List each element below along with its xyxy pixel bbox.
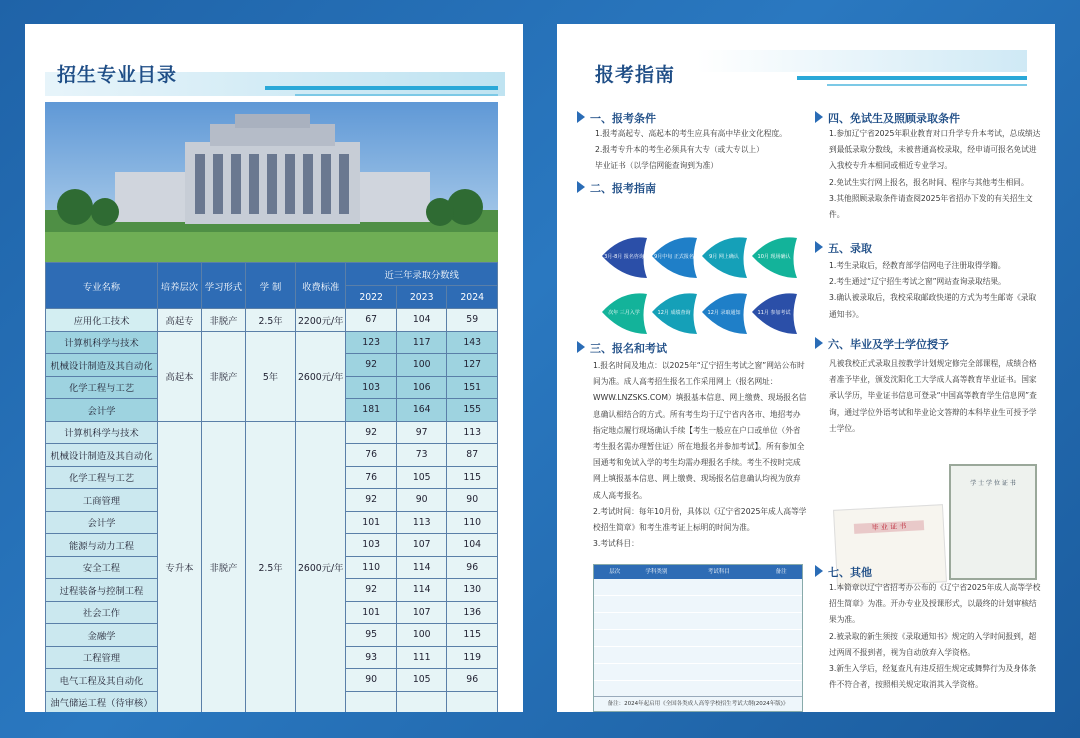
major-cell: 安全工程 — [46, 556, 158, 579]
flow-step-label: 11月 参加考试 — [757, 310, 791, 316]
score-cell: 92 — [346, 421, 397, 444]
score-cell: 143 — [447, 331, 498, 354]
score-cell: 92 — [346, 354, 397, 377]
level-cell: 专升本 — [158, 421, 202, 712]
flow-step — [702, 237, 747, 278]
flow-step-label: 9月中旬 正式报名 — [654, 254, 694, 260]
year-2024: 2024 — [447, 286, 498, 309]
major-cell: 会计学 — [46, 511, 158, 534]
score-cell: 130 — [447, 579, 498, 602]
score-cell: 107 — [396, 534, 447, 557]
admission-table — [45, 262, 498, 712]
score-cell: 114 — [396, 556, 447, 579]
section-3-text: 1.报名时间及地点：以2025年“辽宁招生考试之窗”网站公布时间为准。成人高考招生报名工作采用网上（报名网址：WWW.LNZSKS.COM）填报基本信息、网上缴费、现场报名信息确认相结合的方式。所有考生均于辽宁省内各市、地招考办指定地点履行现场确认手续【考生一般应在户口或单位（外省考生报名需办理暂住证）所在地报名并参加考试】。所有参加全国通考和免试入学的考生均需办理报名手续。考生不按时完成网上填报基本信息、网上缴费、现场报名信息确认均视为放弃成人高考报名。 2.考试时间：每年10月份，具体以《辽宁省2025年成人高等学校招生简章》和考生准考证上标明的时间为准。 3.考试科目： — [593, 361, 807, 549]
flow-step — [702, 293, 747, 334]
fee-cell: 2200元/年 — [296, 309, 346, 332]
score-cell: 105 — [396, 466, 447, 489]
exam-subject-table — [593, 564, 803, 712]
score-cell: 115 — [447, 466, 498, 489]
triangle-icon — [815, 111, 823, 123]
score-cell: 107 — [396, 601, 447, 624]
score-cell: 101 — [346, 601, 397, 624]
flow-step — [602, 293, 647, 334]
mode-cell: 非脱产 — [202, 421, 246, 712]
score-cell: 106 — [396, 376, 447, 399]
score-cell: 100 — [396, 624, 447, 647]
col-mode: 学习形式 — [202, 263, 246, 309]
mode-cell: 非脱产 — [202, 309, 246, 332]
right-page — [557, 24, 1055, 712]
score-cell: 127 — [447, 354, 498, 377]
major-cell: 计算机科学与技术 — [46, 331, 158, 354]
score-cell: 110 — [346, 556, 397, 579]
score-cell: 87 — [447, 444, 498, 467]
left-page — [25, 24, 523, 712]
major-cell: 油气储运工程（待审核） — [46, 691, 158, 712]
flow-step-label: 10月 现场确认 — [757, 254, 791, 260]
section-3-title: 三、报名和考试 — [577, 340, 667, 356]
triangle-icon — [815, 241, 823, 253]
mode-cell: 非脱产 — [202, 331, 246, 421]
major-cell: 化学工程与工艺 — [46, 466, 158, 489]
score-cell: 101 — [346, 511, 397, 534]
col-fee: 收费标准 — [296, 263, 346, 309]
degree-certificate-image: 学 士 学 位 证 书 — [949, 464, 1037, 580]
score-cell: 100 — [396, 354, 447, 377]
triangle-icon — [577, 181, 585, 193]
flow-step — [752, 293, 797, 334]
exam-col-subjects: 考试科目 — [707, 569, 730, 575]
duration-cell: 5年 — [246, 331, 296, 421]
exam-col-level: 层次 — [609, 569, 621, 575]
score-cell: 104 — [396, 309, 447, 332]
score-cell: 92 — [346, 579, 397, 602]
score-cell: 90 — [396, 489, 447, 512]
col-duration: 学 制 — [246, 263, 296, 309]
page-title: 招生专业目录 — [57, 64, 178, 86]
flow-step — [752, 237, 797, 278]
major-cell: 社会工作 — [46, 601, 158, 624]
triangle-icon — [577, 111, 585, 123]
major-cell: 机械设计制造及其自动化 — [46, 444, 158, 467]
flow-step — [652, 237, 697, 278]
flow-step — [652, 293, 697, 334]
score-cell: 115 — [447, 624, 498, 647]
score-cell — [447, 691, 498, 712]
score-cell: 92 — [346, 489, 397, 512]
col-scores: 近三年录取分数线 — [346, 263, 498, 286]
score-cell: 155 — [447, 399, 498, 422]
score-cell: 76 — [346, 444, 397, 467]
triangle-icon — [577, 341, 585, 353]
score-cell: 59 — [447, 309, 498, 332]
exam-note: 备注：2024年起启用《全国各类成人高等学校招生考试大纲(2024年版)》 — [594, 697, 802, 711]
flow-step-label: 12月 录取通知 — [707, 310, 741, 316]
graduation-certificate-image: 毕 业 证 书 — [833, 504, 947, 588]
major-cell: 电气工程及其自动化 — [46, 669, 158, 692]
major-cell: 工程管理 — [46, 646, 158, 669]
level-cell: 高起专 — [158, 309, 202, 332]
section-5-title: 五、录取 — [815, 240, 872, 256]
score-cell: 97 — [396, 421, 447, 444]
duration-cell: 2.5年 — [246, 309, 296, 332]
score-cell: 119 — [447, 646, 498, 669]
title-rule — [265, 86, 498, 90]
fee-cell: 2600元/年 — [296, 331, 346, 421]
major-cell: 应用化工技术 — [46, 309, 158, 332]
score-cell: 114 — [396, 579, 447, 602]
score-cell: 96 — [447, 669, 498, 692]
section-5-text: 1.考生录取后，经教育部学信网电子注册取得学籍。 2.考生通过“辽宁招生考试之窗”网站查询录取结果。 3.确认被录取后，我校采取邮政快递的方式为考生邮寄《录取通知书》。 — [829, 261, 1037, 319]
fee-cell: 2600元/年 — [296, 421, 346, 712]
score-cell: 151 — [447, 376, 498, 399]
score-cell: 103 — [346, 376, 397, 399]
major-cell: 化学工程与工艺 — [46, 376, 158, 399]
duration-cell: 2.5年 — [246, 421, 296, 712]
year-2023: 2023 — [396, 286, 447, 309]
exam-table-body — [594, 579, 802, 697]
flow-step-label: 9月 网上确认 — [709, 254, 739, 260]
score-cell: 104 — [447, 534, 498, 557]
section-4-title: 四、免试生及照顾录取条件 — [815, 110, 960, 126]
table-row — [46, 421, 498, 444]
exam-col-category: 学科类别 — [645, 569, 668, 575]
section-1-title: 一、报考条件 — [577, 110, 656, 126]
flow-step — [602, 237, 647, 278]
major-cell: 机械设计制造及其自动化 — [46, 354, 158, 377]
section-1-text: 1.报考高起专、高起本的考生应具有高中毕业文化程度。 2.报考专升本的考生必须具有大专（或大专以上） 毕业证书（以学信网能查询到为准） — [595, 129, 787, 171]
score-cell: 93 — [346, 646, 397, 669]
triangle-icon — [815, 337, 823, 349]
major-cell: 金融学 — [46, 624, 158, 647]
score-cell: 123 — [346, 331, 397, 354]
score-cell: 73 — [396, 444, 447, 467]
title-rule-thin — [827, 84, 1027, 86]
score-cell — [346, 691, 397, 712]
score-cell: 76 — [346, 466, 397, 489]
section-2-title: 二、报考指南 — [577, 180, 656, 196]
score-cell: 96 — [447, 556, 498, 579]
title-rule — [797, 76, 1027, 80]
section-7-title: 七、其他 — [815, 564, 872, 580]
score-cell: 103 — [346, 534, 397, 557]
score-cell: 117 — [396, 331, 447, 354]
major-cell: 过程装备与控制工程 — [46, 579, 158, 602]
table-row — [46, 331, 498, 354]
major-cell: 能源与动力工程 — [46, 534, 158, 557]
col-major: 专业名称 — [46, 263, 158, 309]
year-2022: 2022 — [346, 286, 397, 309]
section-7-text: 1.本简章以辽宁省招考办公布的《辽宁省2025年成人高等学校招生简章》为准。开办专业及授课形式，以最终的计划审核结果为准。 2.被录取的新生须按《录取通知书》规定的入学时间报到，超过两周不报到者，视为自动放弃入学资格。 3.新生入学后，经复查凡有违反招生规定或舞弊行为及身体条件不符合者，按照相关规定取消其入学资格。 — [829, 583, 1041, 690]
score-cell: 90 — [346, 669, 397, 692]
score-cell: 90 — [447, 489, 498, 512]
triangle-icon — [815, 565, 823, 577]
section-6-title: 六、毕业及学士学位授予 — [815, 336, 949, 352]
score-cell: 67 — [346, 309, 397, 332]
score-cell: 111 — [396, 646, 447, 669]
title-rule-thin — [295, 94, 498, 96]
table-row — [46, 309, 498, 332]
score-cell: 136 — [447, 601, 498, 624]
col-level: 培养层次 — [158, 263, 202, 309]
level-cell: 高起本 — [158, 331, 202, 421]
score-cell: 110 — [447, 511, 498, 534]
score-cell: 113 — [447, 421, 498, 444]
score-cell: 181 — [346, 399, 397, 422]
major-cell: 工商管理 — [46, 489, 158, 512]
flow-step-label: 12月 成绩查询 — [657, 310, 691, 316]
score-cell: 164 — [396, 399, 447, 422]
score-cell: 113 — [396, 511, 447, 534]
major-cell: 会计学 — [46, 399, 158, 422]
score-cell — [396, 691, 447, 712]
score-cell: 105 — [396, 669, 447, 692]
exam-col-note: 备注 — [775, 569, 787, 575]
flow-step-label: 3月-8月 报名咨询 — [604, 254, 644, 260]
flow-step-label: 次年 三月入学 — [608, 310, 640, 316]
score-cell: 95 — [346, 624, 397, 647]
major-cell: 计算机科学与技术 — [46, 421, 158, 444]
page-title: 报考指南 — [595, 64, 676, 86]
campus-photo — [45, 102, 498, 262]
section-4-text: 1.参加辽宁省2025年职业教育对口升学专升本考试，总成绩达到最低录取分数线，未被普通高校录取，经申请可报名免试进入我校专升本相同或相近专业学习。 2.免试生实行网上报名，报名时间、程序与其他考生相同。 3.其他照顾录取条件请查阅2025年省招办下发的有关招生文件。 — [829, 129, 1041, 220]
process-flow — [592, 232, 797, 340]
section-6-text: 凡被我校正式录取且按教学计划规定修完全部课程，成绩合格者准予毕业，颁发沈阳化工大学成人高等教育毕业证书。国家承认学历，毕业证书信息可登录“中国高等教育学生信息网”查询，通过学位外语考试和毕业论文答辩的本科毕业生可授予学士学位。 — [829, 359, 1037, 433]
title-band — [697, 50, 1027, 72]
